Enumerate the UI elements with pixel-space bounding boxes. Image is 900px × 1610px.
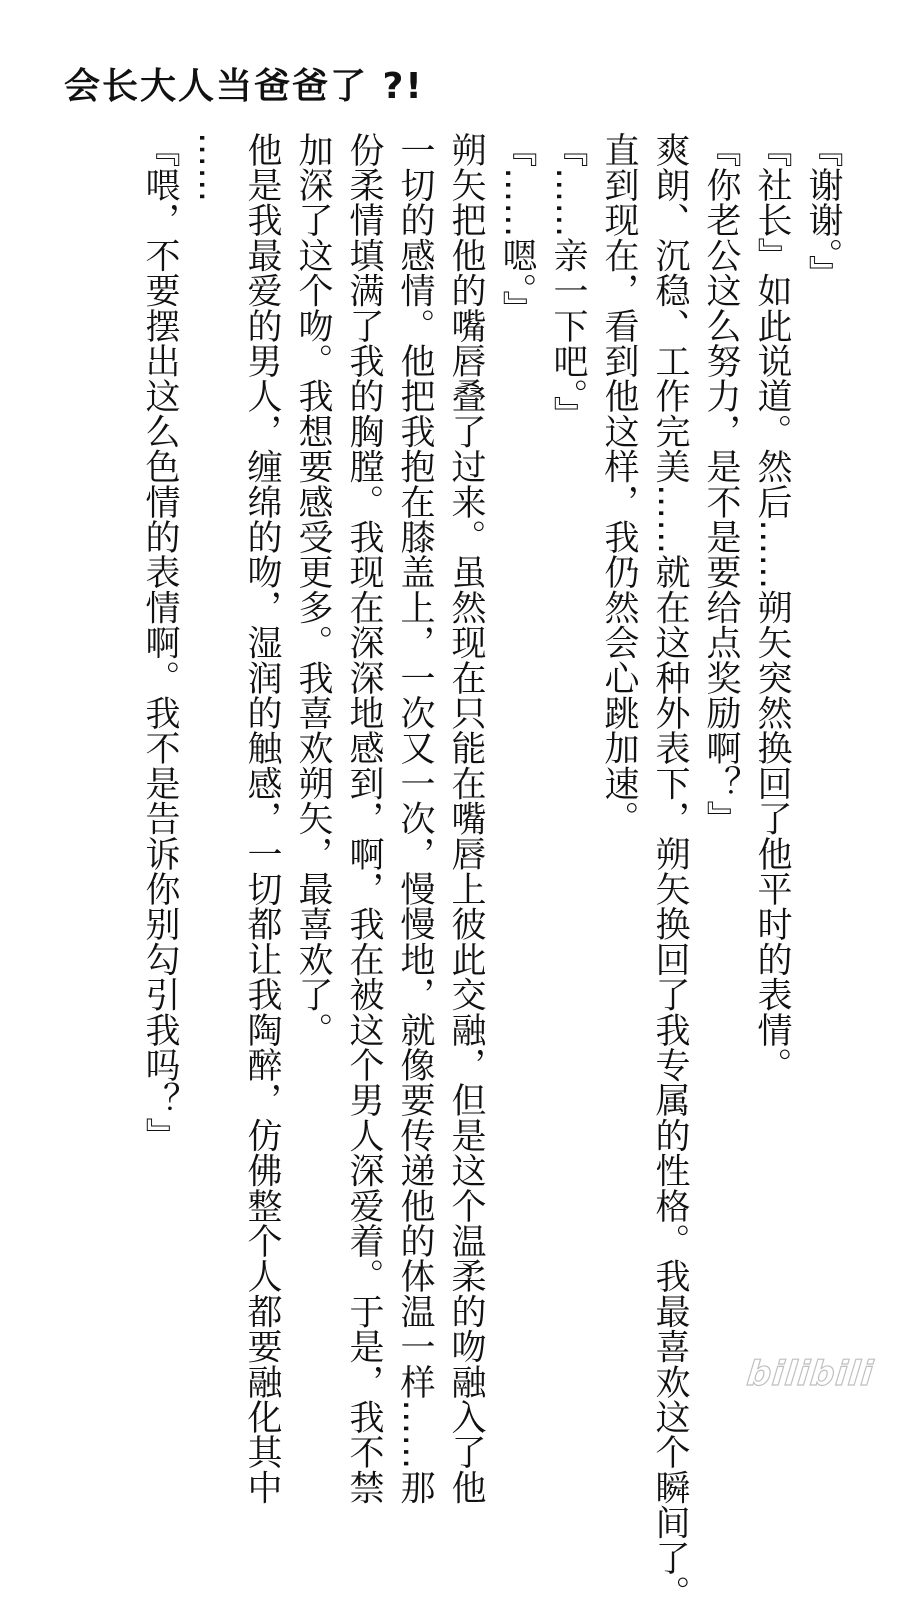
text-line: 份柔情填满了我的胸膛。我现在深深地感到，啊，我在被这个男人深爱着。于是，我不禁: [344, 132, 384, 1505]
text-line: 『谢谢。』: [803, 132, 843, 291]
page-title: 会长大人当爸爸了 ?!: [64, 66, 424, 107]
text-line: 朔矢把他的嘴唇叠了过来。虽然现在只能在嘴唇上彼此交融，但是这个温柔的吻融入了他: [446, 132, 486, 1505]
text-line: ……: [191, 132, 231, 203]
text-line: 加深了这个吻。我想要感受更多。我喜欢朔矢，最喜欢了。: [293, 132, 333, 1048]
text-line: 『喂，不要摆出这么色情的表情啊。我不是告诉你别勾引我吗？』: [140, 132, 180, 1153]
bilibili-watermark-logo: bilibili: [745, 1354, 877, 1394]
text-line: 直到现在，看到他这样，我仍然会心跳加速。: [599, 132, 639, 836]
text-line: 『你老公这么努力，是不是要给点奖励啊？』: [701, 132, 741, 836]
text-line: 『社长』如此说道。然后……朔矢突然换回了他平时的表情。: [752, 132, 792, 1083]
text-line: 『……嗯。』: [497, 132, 537, 326]
text-line: 爽朗、沉稳、工作完美……就在这种外表下，朔矢换回了我专属的性格。我最喜欢这个瞬间了。: [650, 132, 690, 1610]
text-line: 『……亲一下吧。』: [548, 132, 588, 432]
text-line: 一切的感情。他把我抱在膝盖上，一次又一次，慢慢地，就像要传递他的体温一样……那: [395, 132, 435, 1505]
text-line: 他是我最爱的男人，缠绵的吻，湿润的触感，一切都让我陶醉，仿佛整个人都要融化其中: [242, 132, 282, 1505]
